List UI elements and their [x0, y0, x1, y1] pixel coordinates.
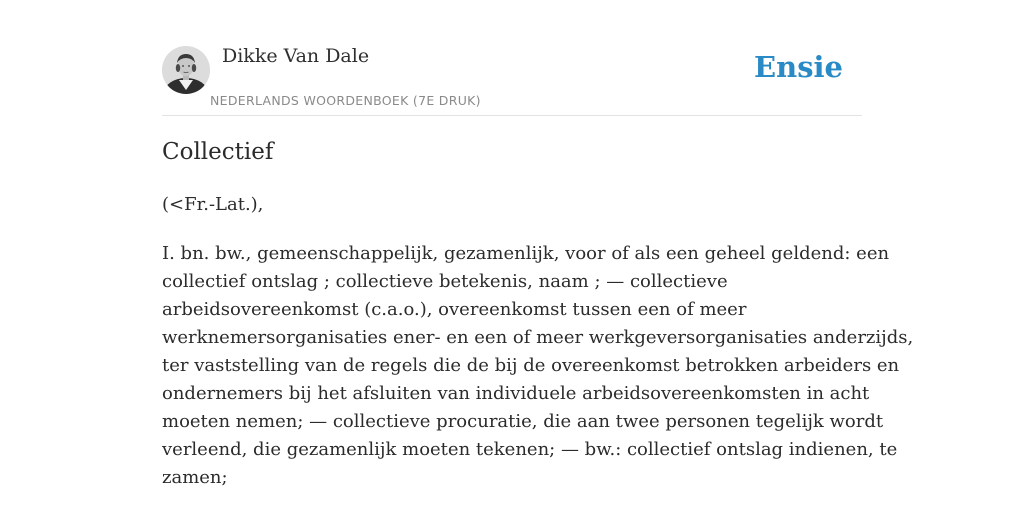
- entry-etymology: (<Fr.-Lat.),: [162, 194, 264, 215]
- definition-line: werknemersorganisaties ener- en een of meer werkgeversorganisaties anderzijds,: [162, 327, 914, 348]
- definition-line: arbeidsovereenkomst (c.a.o.), overeenkomst tussen een of meer: [162, 299, 747, 320]
- definition-line: ter vaststelling van de regels die de bij de overeenkomst betrokken arbeiders en: [162, 355, 900, 376]
- header-divider: [162, 115, 862, 116]
- definition-line: I. bn. bw., gemeenschappelijk, gezamenlijk, voor of als een geheel geldend: een: [162, 243, 890, 264]
- brand-logo[interactable]: Ensie: [754, 50, 843, 84]
- author-avatar[interactable]: [162, 46, 210, 94]
- definition-line: zamen;: [162, 467, 228, 488]
- entry-title: Collectief: [162, 139, 274, 165]
- author-name[interactable]: Dikke Van Dale: [222, 45, 370, 67]
- definition-line: moeten nemen; — collectieve procuratie, die aan twee personen tegelijk wordt: [162, 411, 884, 432]
- definition-line: verleend, die gezamenlijk moeten tekenen; — bw.: collectief ontslag indienen, te: [162, 439, 898, 460]
- definition-line: collectief ontslag ; collectieve betekenis, naam ; — collectieve: [162, 271, 728, 292]
- author-portrait-icon: [162, 46, 210, 94]
- entry-card: [162, 0, 914, 512]
- source-label[interactable]: NEDERLANDS WOORDENBOEK (7E DRUK): [210, 93, 481, 108]
- entry-definition: [162, 240, 914, 492]
- definition-line: ondernemers bij het afsluiten van individuele arbeidsovereenkomsten in acht: [162, 383, 870, 404]
